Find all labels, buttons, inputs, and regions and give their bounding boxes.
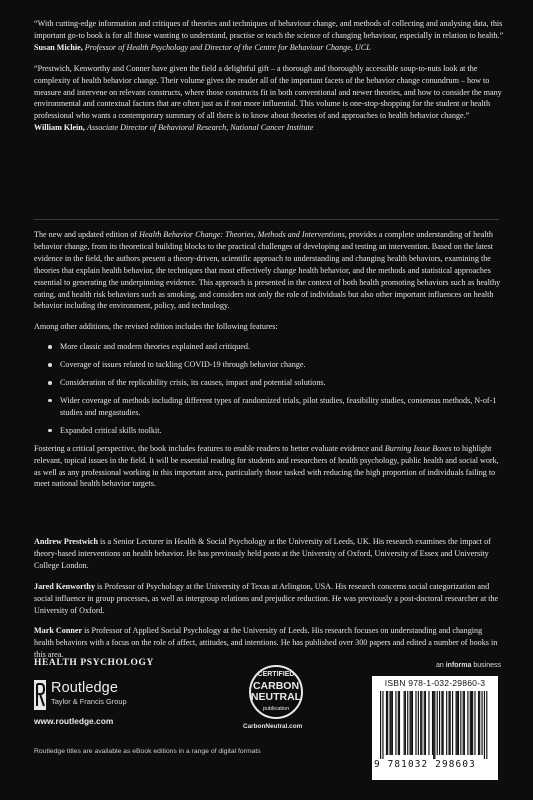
quote-text: “With cutting-edge information and critiques of theories and techniques of behaviour change, and methods of collecting and analysing data, this important go-to book is for all those wanting to understand, practise or teach the science of changing behaviour, especially in relation to health.” [34,19,504,40]
barcode-bar [486,691,487,759]
feature-item: Wider coverage of methods including different types of randomized trials, pilot studies, feasibility studies, consensus methods, N-of-1 studies and megastudies. [48,395,504,419]
barcode-bar [460,691,461,755]
features-intro: Among other additions, the revised edition includes the following features: [34,322,278,332]
author-bios [34,536,504,661]
barcode-bar [448,691,449,755]
author-bio [34,625,504,661]
author-name: Andrew Prestwich [34,537,99,546]
section-divider [34,219,499,220]
barcode-bar [443,691,444,755]
barcode-bar [405,691,406,755]
barcode-bar [415,691,416,755]
barcode-bar [437,691,438,755]
routledge-logo [34,680,194,710]
publisher-name: Routledge [51,680,119,696]
barcode-bar [481,691,482,755]
quote-author: Susan Michie, [34,42,83,52]
endorsements [34,18,504,134]
barcode-bar [428,691,429,755]
barcode-bar [471,691,472,755]
publisher-url: www.routledge.com [34,716,114,726]
barcode-bar [421,691,422,755]
barcode-bar [463,691,464,755]
barcode-bar [456,691,457,755]
text-run: to highlight relevant, topical issues in the field. It will be essential reading for students and researchers of health psychology, public health and social work, as well as any professional working in this important area, particularly those tasked with reducing the high proportion of individuals failing to meet national health behavior targets. [34,443,499,489]
barcode-bar [457,691,458,755]
barcode-icon [380,691,490,759]
carbon-neutral-url: CarbonNeutral.com [243,723,303,730]
informa-brand: informa [445,662,472,669]
barcode-bar [420,691,421,755]
barcode-bar [464,691,465,755]
barcode-bar [452,691,453,755]
barcode-bar [479,691,480,755]
barcode-bar [432,691,433,755]
barcode-bar [425,691,426,755]
quote-author: William Klein, [34,123,85,133]
barcode-bar [407,691,408,755]
seal-text: publication [262,706,290,712]
quote-text: “Prestwich, Kenworthy and Conner have given the field a delightful gift – a thorough and thoroughly accessible soup-to-nuts look at the complexity of health behavior change. Their volume gives the reader all of the important facets of the behavior change conundrum – how to measure and intervene on relevant constructs, where those constructs fit in both conventional and newer theories, and how to consider the many environmental and contextual factors that are often just as if not more influential. This volume is one-stop-shopping for the student or health professional who wants a contemporary summary of all there is to know about theories of and approaches to health behavior change.” [34,63,502,121]
barcode-bar [474,691,475,755]
barcode-bar [382,691,383,759]
barcode-bar [446,691,447,755]
text-run: The new and updated edition of [34,230,140,239]
feature-item: Coverage of issues related to tackling COVID-19 through behavior change. [48,359,504,371]
features-list [34,341,504,436]
burning-issue-boxes: Burning Issue Boxes [384,443,452,453]
quote-role: Associate Director of Behavioral Research, National Cancer Institute [86,123,314,133]
barcode-bar [458,691,459,755]
feature-item: Consideration of the replicability crisis, its causes, impact and potential solutions. [48,377,504,389]
ebook-note: Routledge titles are available as eBook editions in a range of digital formats [34,748,261,755]
isbn-barcode [372,676,498,780]
book-description [34,229,504,490]
barcode-bar [484,691,485,759]
barcode-bar [389,691,390,755]
barcode-bar [424,691,425,755]
barcode-bar [433,691,434,759]
barcode-bar [395,691,396,755]
barcode-bar [391,691,392,755]
author-bio-text: is Professor of Psychology at the University of Texas at Arlington, USA. His research concerns social categorization and social influence in group processes, as well as intergroup relations and prejudice reduction. He was previously a post-doctoral researcher at the University of Oxford. [34,581,499,615]
text-run: business [473,662,501,669]
barcode-bar [387,691,388,755]
barcode-bar [412,691,413,755]
barcode-bar [404,691,405,755]
author-bio [34,581,504,617]
publisher-group: Taylor & Francis Group [51,697,127,706]
barcode-bar [472,691,473,755]
endorsement-quote [34,63,504,134]
seal-text: CARBON [252,680,300,692]
text-run: an [435,662,444,669]
seal-text: CERTIFIED [257,671,295,678]
barcode-bar [411,691,412,755]
barcode-bar [434,691,435,759]
routledge-mark-icon [34,680,46,710]
barcode-bar [399,691,400,755]
barcode-digits: 9 781032 298603 [374,759,476,770]
description-paragraph [34,443,504,491]
seal-text: NEUTRAL [250,691,302,703]
author-bio [34,536,504,572]
feature-item: Expanded critical skills toolkit. [48,425,504,437]
barcode-bar [450,691,451,755]
barcode-bar [441,691,442,755]
quote-attribution [34,42,504,54]
subject-category: HEALTH PSYCHOLOGY [34,658,154,668]
barcode-bar [386,691,387,755]
text-run: , provides a complete understanding of health behavior change, from its theoretical building blocks to the practical challenges of developing and testing an intervention. Based on the latest evidence in the field, the authors present a theory-driven, scientific approach to understanding and changing health behaviors, examining the theories that explain health behavior, the techniques that most effectively change health behavior, and the methods and statistical approaches essential to generating the underpinning evidence. This approach is presented in the context of both health promoting behaviors such as healthy eating, and health risk behaviors such as smoking, and considers not only the role of individuals but also other important influences on health behavior including the environment, policy, and technology. [34,230,501,311]
text-run: Fostering a critical perspective, the book includes features to enable readers to better evaluate evidence and [34,443,385,453]
barcode-bar [392,691,393,755]
description-paragraph [34,229,504,312]
isbn-number: ISBN 978-1-032-29860-3 [384,678,486,688]
barcode-bar [410,691,411,755]
informa-business [436,662,501,669]
book-title: Health Behavior Change: Theories, Methods and Interventions [139,230,345,239]
barcode-bar [418,691,419,755]
carbon-neutral-seal-icon [236,660,316,722]
barcode-bar [467,691,468,755]
endorsement-quote [34,18,504,54]
quote-role: Professor of Health Psychology and Director of the Centre for Behaviour Change, UCL [84,42,371,52]
author-name: Mark Conner [34,626,83,636]
barcode-bar [398,691,399,755]
barcode-bar [380,691,381,759]
author-name: Jared Kenworthy [34,581,96,591]
quote-attribution [34,122,504,134]
feature-item: More classic and modern theories explained and critiqued. [48,341,504,353]
barcode-bar [470,691,471,755]
author-bio-text: is Professor of Applied Social Psychology at the University of Leeds. His research focuses on understanding and changing health behaviors with a focus on the role of affect, attitudes, and intentions. He has published over 300 papers and edited a number of books in this area. [34,626,498,660]
barcode-bar [478,691,479,755]
barcode-bar [439,691,440,755]
author-bio-text: is a Senior Lecturer in Health & Social Psychology at the University of Leeds, UK. His research examines the impact of theory-based interventions on health behavior. He has previously held posts at the University of Oxford, University of Essex and University College London. [34,537,491,570]
